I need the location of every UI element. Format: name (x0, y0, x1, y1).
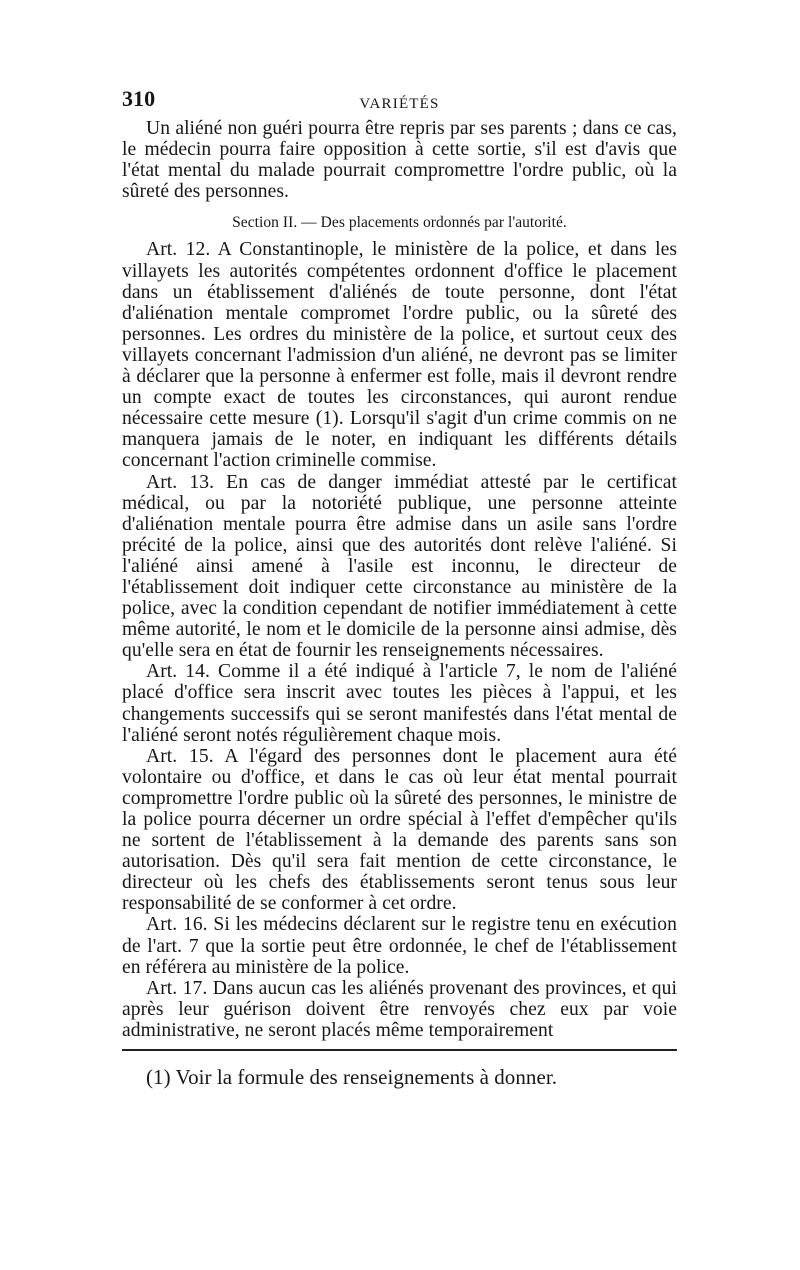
article-14: Art. 14. Comme il a été indiqué à l'article 7, le nom de l'aliéné placé d'office sera inscrit avec toutes les pièces à l'appui, et les changements successifs qui se seront manifestés dans l'état mental de l'aliéné seront notés régulièrement chaque mois. (122, 661, 677, 746)
section-heading: Section II. — Des placements ordonnés par l'autorité. (232, 214, 567, 232)
footnote-divider (122, 1049, 677, 1051)
running-head: VARIÉTÉS (359, 96, 440, 112)
footnote: (1) Voir la formule des renseignements à donner. (146, 1065, 558, 1090)
article-16: Art. 16. Si les médecins déclarent sur le registre tenu en exécution de l'art. 7 que la sortie peut être ordonnée, le chef de l'établissement en référera au ministère de la police. (122, 914, 677, 978)
paragraph-intro: Un aliéné non guéri pourra être repris par ses parents ; dans ce cas, le médecin pourra faire opposition à cette sortie, s'il est d'avis que l'état mental du malade pourrait compromettre l'ordre public, où la sûreté des personnes. (122, 118, 677, 203)
article-17: Art. 17. Dans aucun cas les aliénés provenant des provinces, et qui après leur guérison doivent être renvoyés chez eux par voie administrative, ne seront placés même temporairement (122, 977, 677, 1041)
article-13: Art. 13. En cas de danger immédiat attesté par le certificat médical, ou par la notoriété publique, une personne atteinte d'aliénation mentale pourra être admise dans un asile sans l'ordre précité de la police, ainsi que des autorités dont relève l'aliéné. Si l'aliéné ainsi amené à l'asile est inconnu, le directeur de l'établissement doit indiquer cette circonstance au ministère de la police, avec la condition cependant de notifier immédiatement à cette même autorité, le nom et le domicile de la personne ainsi admise, dès qu'elle sera en état de fournir les renseignements nécessaires. (122, 471, 677, 662)
page-number: 310 (122, 86, 156, 111)
book-page (122, 88, 677, 1089)
article-15: Art. 15. A l'égard des personnes dont le placement aura été volontaire ou d'office, et dans le cas où leur état mental pourrait compromettre l'ordre public où la sûreté des personnes, le ministre de la police pourra décerner un ordre spécial à l'effet d'empêcher qu'ils ne sortent de l'établissement à la demande des parents sans son autorisation. Dès qu'il sera fait mention de cette circonstance, le directeur où les chefs des établissements seront tenus sous leur responsabilité de se conformer à cet ordre. (122, 745, 677, 915)
page-header (122, 88, 677, 118)
article-12: Art. 12. A Constantinople, le ministère de la police, et dans les villayets les autorités compétentes ordonnent d'office le placement dans un établissement d'aliénés de toute personne, dont l'état d'aliénation mentale compromet l'ordre public, ou la sûreté des personnes. Les ordres du ministère de la police, et surtout ceux des villayets concernant l'admission d'un aliéné, ne devront pas se limiter à déclarer que la personne à enfermer est folle, mais il devront rendre un compte exact de toutes les circonstances, qui auront rendue nécessaire cette mesure (1). Lorsqu'il s'agit d'un crime commis on ne manquera jamais de le noter, en indiquant les différents détails concernant l'action criminelle commise. (122, 239, 677, 472)
